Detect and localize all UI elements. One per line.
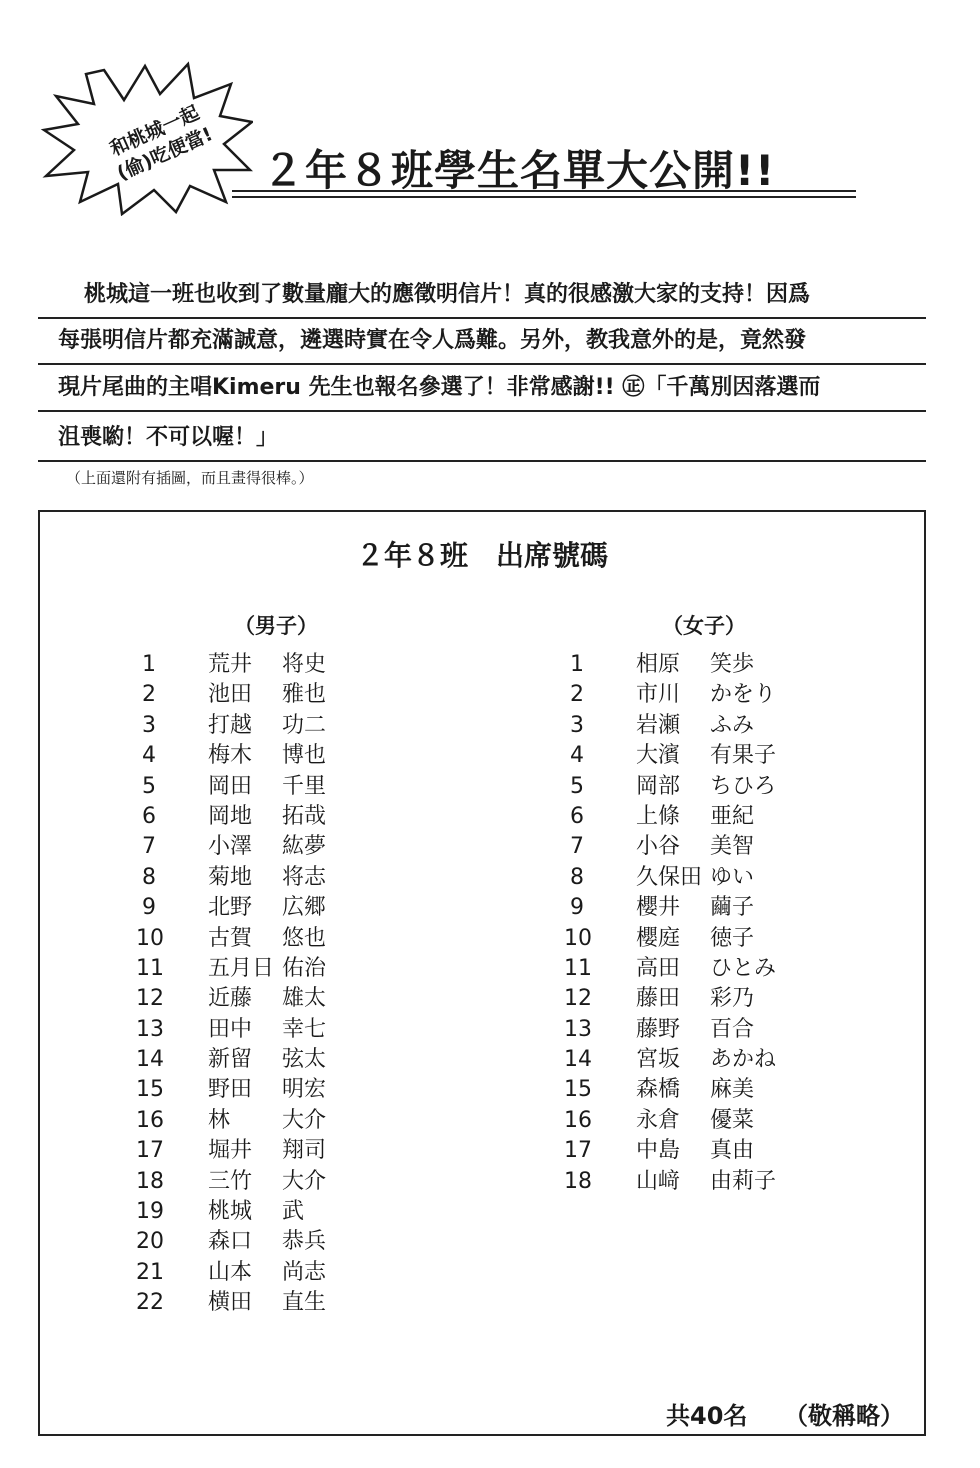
girl-row (564, 680, 864, 710)
boy-row (136, 863, 436, 893)
seat-number: 5 (570, 773, 584, 799)
student-given-name: 拓哉 (282, 803, 327, 829)
student-surname: 林 (208, 1107, 231, 1133)
student-surname: 櫻井 (636, 895, 681, 921)
student-surname: 岡田 (208, 773, 253, 799)
boy-row (136, 650, 436, 680)
seat-number: 10 (136, 925, 164, 951)
student-surname: 古賀 (208, 925, 253, 951)
seat-number: 15 (564, 1077, 592, 1103)
student-surname: 山本 (208, 1259, 253, 1285)
starburst-text: 和桃城一起(偷)吃便當! (106, 101, 216, 185)
student-surname: 高田 (636, 955, 681, 981)
girl-row (564, 1106, 864, 1136)
intro-line-3: 現片尾曲的主唱Kimeru 先生也報名參選了！非常感謝!! ㊣「千萬別因落選而 (38, 366, 926, 412)
student-given-name: 有果子 (710, 743, 777, 769)
seat-number: 8 (142, 864, 156, 890)
student-surname: 藤野 (636, 1016, 681, 1042)
student-given-name: 直生 (282, 1290, 327, 1316)
girl-row (564, 741, 864, 771)
seat-number: 9 (570, 895, 584, 921)
boy-row (136, 680, 436, 710)
student-surname: 市川 (636, 682, 681, 708)
student-given-name: 武 (282, 1199, 305, 1225)
seat-number: 2 (142, 682, 156, 708)
header-starburst (38, 58, 253, 216)
seat-number: 13 (136, 1016, 164, 1042)
roster-title: ２年８班 出席號碼 (355, 539, 608, 572)
student-given-name: あかね (710, 1047, 777, 1073)
student-given-name: 博也 (282, 743, 327, 769)
girl-row (564, 1045, 864, 1075)
boys-heading: （男子） (234, 614, 318, 638)
girl-row (564, 954, 864, 984)
student-surname: 菊地 (208, 864, 253, 890)
student-given-name: 真由 (710, 1138, 755, 1164)
boy-row (136, 741, 436, 771)
student-given-name: 功二 (282, 712, 327, 738)
boy-row (136, 1258, 436, 1288)
girl-row (564, 1015, 864, 1045)
student-surname: 岩瀬 (636, 712, 681, 738)
boy-row (136, 1075, 436, 1105)
boy-row (136, 954, 436, 984)
seat-number: 7 (142, 834, 156, 860)
girl-row (564, 711, 864, 741)
seat-number: 11 (564, 955, 592, 981)
student-surname: 小澤 (208, 834, 253, 860)
student-given-name: 恭兵 (282, 1229, 327, 1255)
intro-line-2: 每張明信片都充滿誠意，遴選時實在令人爲難。另外，教我意外的是，竟然發 (38, 319, 926, 365)
student-given-name: 明宏 (282, 1077, 327, 1103)
page-title: ２年８班學生名單大公開!! (262, 146, 776, 195)
seat-number: 13 (564, 1016, 592, 1042)
seat-number: 22 (136, 1290, 164, 1316)
student-surname: 横田 (208, 1290, 253, 1316)
student-surname: 中島 (636, 1138, 681, 1164)
illustration-note: （上面還附有插圖，而且畫得很棒。） (66, 469, 314, 487)
student-given-name: かをり (710, 682, 777, 708)
student-given-name: 弦太 (282, 1047, 327, 1073)
seat-number: 5 (142, 773, 156, 799)
seat-number: 11 (136, 955, 164, 981)
girl-row (564, 832, 864, 862)
seat-number: 17 (564, 1138, 592, 1164)
seat-number: 17 (136, 1138, 164, 1164)
seat-number: 14 (136, 1047, 164, 1073)
student-surname: 堀井 (208, 1138, 253, 1164)
student-given-name: 徳子 (710, 925, 755, 951)
seat-number: 4 (142, 743, 156, 769)
boy-row (136, 802, 436, 832)
seat-number: 21 (136, 1259, 164, 1285)
title-underline-second (232, 196, 856, 198)
student-surname: 藤田 (636, 986, 681, 1012)
boy-row (136, 1015, 436, 1045)
girl-row (564, 1136, 864, 1166)
student-surname: 梅木 (208, 743, 253, 769)
seat-number: 6 (142, 803, 156, 829)
student-surname: 三竹 (208, 1168, 253, 1194)
boy-row (136, 924, 436, 954)
student-given-name: 百合 (710, 1016, 755, 1042)
seat-number: 20 (136, 1229, 164, 1255)
student-surname: 新留 (208, 1047, 253, 1073)
student-surname: 相原 (636, 652, 681, 677)
student-given-name: 麻美 (710, 1077, 755, 1103)
intro-line-1: 桃城這一班也收到了數量龐大的應徵明信片！真的很感激大家的支持！因爲 (38, 273, 926, 319)
girl-row (564, 802, 864, 832)
girls-heading: （女子） (662, 614, 746, 638)
student-surname: 上條 (636, 803, 681, 829)
student-given-name: 翔司 (282, 1138, 327, 1164)
seat-number: 18 (564, 1168, 592, 1194)
student-surname: 宮坂 (636, 1047, 681, 1073)
student-given-name: 悠也 (282, 925, 327, 951)
student-given-name: 尚志 (282, 1259, 327, 1285)
student-given-name: 大介 (282, 1107, 327, 1133)
student-surname: 荒井 (208, 652, 253, 677)
student-surname: 池田 (208, 682, 253, 708)
student-given-name: 繭子 (710, 895, 755, 921)
seat-number: 18 (136, 1168, 164, 1194)
student-surname: 岡部 (636, 773, 681, 799)
seat-number: 15 (136, 1077, 164, 1103)
student-surname: 岡地 (208, 803, 253, 829)
student-given-name: ゆい (710, 864, 755, 890)
student-given-name: 雄太 (282, 986, 327, 1012)
seat-number: 9 (142, 895, 156, 921)
seat-number: 8 (570, 864, 584, 890)
student-given-name: 彩乃 (710, 986, 755, 1012)
student-given-name: 幸七 (282, 1016, 327, 1042)
boy-row (136, 1045, 436, 1075)
student-given-name: 佑治 (282, 955, 327, 981)
seat-number: 12 (136, 986, 164, 1012)
student-given-name: 将志 (282, 864, 327, 890)
seat-number: 10 (564, 925, 592, 951)
boy-row (136, 893, 436, 923)
student-given-name: 笑歩 (710, 652, 755, 677)
seat-number: 7 (570, 834, 584, 860)
student-given-name: 由莉子 (710, 1168, 777, 1194)
girl-row (564, 924, 864, 954)
student-given-name: ちひろ (710, 773, 777, 799)
girls-list (564, 650, 864, 1197)
girl-row (564, 772, 864, 802)
seat-number: 4 (570, 743, 584, 769)
seat-number: 14 (564, 1047, 592, 1073)
boy-row (136, 772, 436, 802)
student-given-name: 広郷 (282, 895, 327, 921)
student-surname: 森橋 (636, 1077, 681, 1103)
student-given-name: 美智 (710, 834, 755, 860)
student-surname: 田中 (208, 1016, 253, 1042)
student-surname: 桃城 (208, 1199, 253, 1225)
student-surname: 永倉 (636, 1107, 681, 1133)
boy-row (136, 1227, 436, 1257)
student-surname: 大濱 (636, 743, 681, 769)
seat-number: 12 (564, 986, 592, 1012)
girl-row (564, 1075, 864, 1105)
student-given-name: 紘夢 (282, 834, 327, 860)
student-given-name: 亜紀 (710, 803, 755, 829)
boys-list (136, 650, 436, 1319)
student-given-name: ひとみ (710, 955, 777, 981)
seat-number: 6 (570, 803, 584, 829)
student-given-name: 大介 (282, 1168, 327, 1194)
girl-row (564, 1167, 864, 1197)
seat-number: 1 (142, 652, 156, 677)
boy-row (136, 1106, 436, 1136)
seat-number: 16 (564, 1107, 592, 1133)
seat-number: 2 (570, 682, 584, 708)
girl-row (564, 984, 864, 1014)
girl-row (564, 650, 864, 680)
student-surname: 五月日 (208, 955, 275, 981)
seat-number: 3 (570, 712, 584, 738)
student-surname: 打越 (208, 712, 253, 738)
boy-row (136, 832, 436, 862)
student-given-name: 雅也 (282, 682, 327, 708)
seat-number: 16 (136, 1107, 164, 1133)
seat-number: 3 (142, 712, 156, 738)
student-surname: 森口 (208, 1229, 253, 1255)
student-surname: 久保田 (636, 864, 703, 890)
title-underline (232, 190, 856, 192)
girl-row (564, 893, 864, 923)
seat-number: 19 (136, 1199, 164, 1225)
intro-line-4: 沮喪喲！不可以喔！」 (38, 416, 926, 462)
seat-number: 1 (570, 652, 584, 677)
student-given-name: 優菜 (710, 1107, 755, 1133)
student-surname: 山﨑 (636, 1168, 681, 1194)
boy-row (136, 1167, 436, 1197)
total-count: 共40名 (666, 1402, 748, 1430)
student-surname: 北野 (208, 895, 253, 921)
student-surname: 櫻庭 (636, 925, 681, 951)
boy-row (136, 984, 436, 1014)
student-surname: 野田 (208, 1077, 253, 1103)
honorific-note: （敬稱略） (784, 1402, 904, 1430)
boy-row (136, 1288, 436, 1318)
student-surname: 近藤 (208, 986, 253, 1012)
student-given-name: 将史 (282, 652, 327, 677)
girl-row (564, 863, 864, 893)
student-given-name: 千里 (282, 773, 327, 799)
student-given-name: ふみ (710, 712, 755, 738)
boy-row (136, 1136, 436, 1166)
student-surname: 小谷 (636, 834, 681, 860)
boy-row (136, 711, 436, 741)
roster-panel (38, 510, 926, 1436)
boy-row (136, 1197, 436, 1227)
